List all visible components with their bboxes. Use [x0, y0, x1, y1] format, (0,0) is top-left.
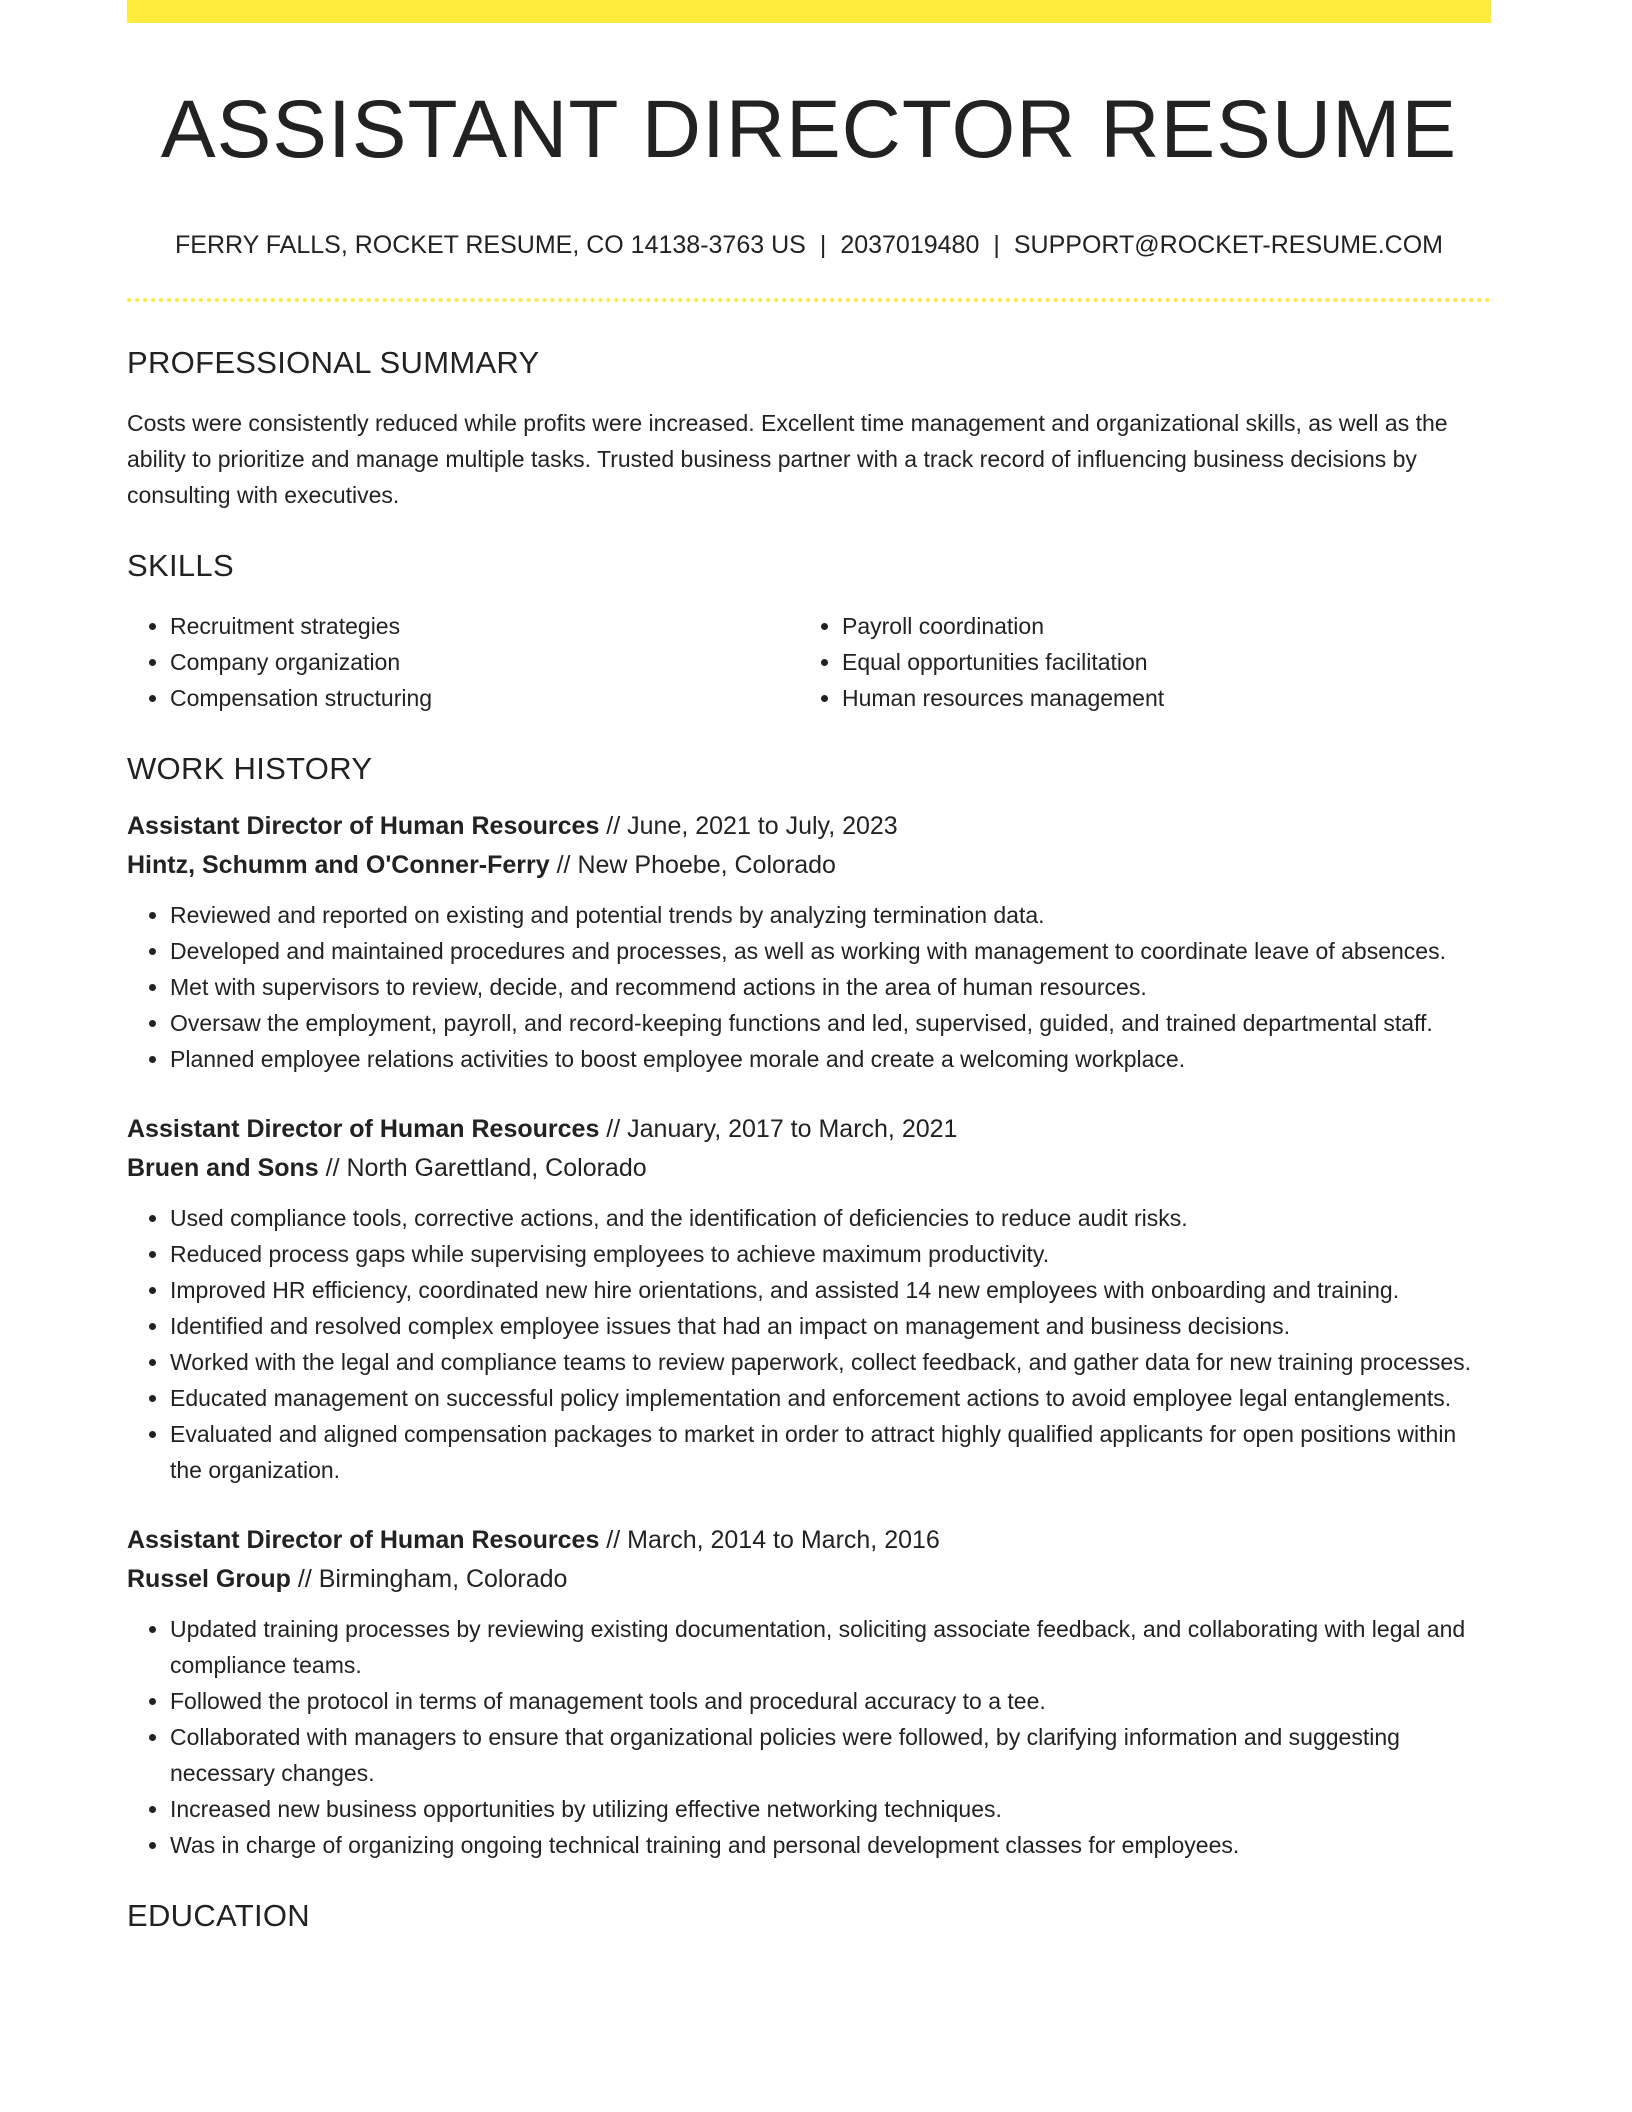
- job-bullet: • Planned employee relations activities to boost employee morale and create a welcoming workplace.: [170, 1041, 1491, 1077]
- job-dates: // March, 2014 to March, 2016: [599, 1525, 940, 1554]
- job-company-line: [127, 846, 1491, 885]
- job-location: // Birmingham, Colorado: [290, 1564, 568, 1593]
- job-role: Assistant Director of Human Resources: [127, 1525, 600, 1554]
- job-bullet: • Oversaw the employment, payroll, and record-keeping functions and led, supervised, guided, and trained departmental staff.: [170, 1005, 1491, 1041]
- skill-item: • Compensation structuring: [170, 680, 799, 716]
- contact-email: SUPPORT@ROCKET-RESUME.COM: [1013, 231, 1443, 260]
- job-entry: [127, 807, 1491, 1077]
- job-bullet: • Reviewed and reported on existing and potential trends by analyzing termination data.: [170, 897, 1491, 933]
- contact-separator: |: [993, 231, 1000, 260]
- job-bullet: • Worked with the legal and compliance teams to review paperwork, collect feedback, and gather data for new training processes.: [170, 1344, 1491, 1380]
- dotted-divider: [127, 298, 1491, 302]
- job-location: // North Garettland, Colorado: [318, 1153, 647, 1182]
- job-role-line: [127, 1521, 1491, 1560]
- job-bullet: • Collaborated with managers to ensure that organizational policies were followed, by clarifying information and suggesting necessary changes.: [170, 1719, 1491, 1791]
- job-bullet: • Used compliance tools, corrective actions, and the identification of deficiencies to reduce audit risks.: [170, 1200, 1491, 1236]
- work-history-heading: WORK HISTORY: [127, 750, 373, 786]
- job-bullet: • Improved HR efficiency, coordinated new hire orientations, and assisted 14 new employees with onboarding and training.: [170, 1272, 1491, 1308]
- job-company-line: [127, 1149, 1491, 1188]
- education-heading: EDUCATION: [127, 1897, 310, 1933]
- job-role: Assistant Director of Human Resources: [127, 811, 600, 840]
- job-bullets: [127, 1200, 1491, 1488]
- job-bullet: • Evaluated and aligned compensation packages to market in order to attract highly qualified applicants for open positions within the organization.: [170, 1416, 1491, 1488]
- job-company: Bruen and Sons: [127, 1153, 319, 1182]
- accent-top-bar: [127, 0, 1491, 23]
- job-role: Assistant Director of Human Resources: [127, 1114, 600, 1143]
- job-dates: // January, 2017 to March, 2021: [599, 1114, 958, 1143]
- job-entry: [127, 1110, 1491, 1488]
- contact-phone: 2037019480: [840, 231, 980, 260]
- resume-content: [127, 23, 1491, 1934]
- job-bullet: • Reduced process gaps while supervising employees to achieve maximum productivity.: [170, 1236, 1491, 1272]
- job-company: Hintz, Schumm and O'Conner-Ferry: [127, 850, 550, 879]
- contact-address: FERRY FALLS, ROCKET RESUME, CO 14138-3763 US: [175, 231, 806, 260]
- job-role-line: [127, 1110, 1491, 1149]
- job-bullet: • Identified and resolved complex employee issues that had an impact on management and business decisions.: [170, 1308, 1491, 1344]
- job-location: // New Phoebe, Colorado: [549, 850, 836, 879]
- resume-title: ASSISTANT DIRECTOR RESUME: [160, 84, 1458, 175]
- job-bullets: [127, 1611, 1491, 1863]
- skill-item: • Equal opportunities facilitation: [842, 644, 1471, 680]
- job-company-line: [127, 1560, 1491, 1599]
- skill-item: • Recruitment strategies: [170, 608, 799, 644]
- skill-item: • Payroll coordination: [842, 608, 1471, 644]
- skills-heading: SKILLS: [127, 548, 234, 584]
- skills-left-list: [127, 608, 799, 716]
- job-dates: // June, 2021 to July, 2023: [599, 811, 898, 840]
- job-bullet: • Developed and maintained procedures and processes, as well as working with management to coordinate leave of absences.: [170, 933, 1491, 969]
- summary-heading: PROFESSIONAL SUMMARY: [127, 345, 540, 381]
- contact-line: [127, 233, 1491, 258]
- skill-item: • Company organization: [170, 644, 799, 680]
- skill-item: • Human resources management: [842, 680, 1471, 716]
- job-bullet: • Updated training processes by reviewing existing documentation, soliciting associate feedback, and collaborating with legal and compliance teams.: [170, 1611, 1491, 1683]
- skills-right-list: [799, 608, 1471, 716]
- job-bullet: • Educated management on successful policy implementation and enforcement actions to avoid employee legal entanglements.: [170, 1380, 1491, 1416]
- job-role-line: [127, 807, 1491, 846]
- job-bullet: • Met with supervisors to review, decide, and recommend actions in the area of human resources.: [170, 969, 1491, 1005]
- job-bullets: [127, 897, 1491, 1077]
- job-entry: [127, 1521, 1491, 1863]
- skills-columns: [127, 608, 1491, 716]
- job-bullet: • Was in charge of organizing ongoing technical training and personal development classes for employees.: [170, 1827, 1491, 1863]
- job-bullet: • Followed the protocol in terms of management tools and procedural accuracy to a tee.: [170, 1683, 1491, 1719]
- job-bullet: • Increased new business opportunities by utilizing effective networking techniques.: [170, 1791, 1491, 1827]
- job-company: Russel Group: [127, 1564, 291, 1593]
- contact-separator: |: [819, 231, 827, 260]
- summary-text: Costs were consistently reduced while profits were increased. Excellent time management and organizational skills, as well as the ability to prioritize and manage multiple tasks. Trusted business partner with a track record of influencing business decisions by consulting with executives.: [127, 410, 1448, 509]
